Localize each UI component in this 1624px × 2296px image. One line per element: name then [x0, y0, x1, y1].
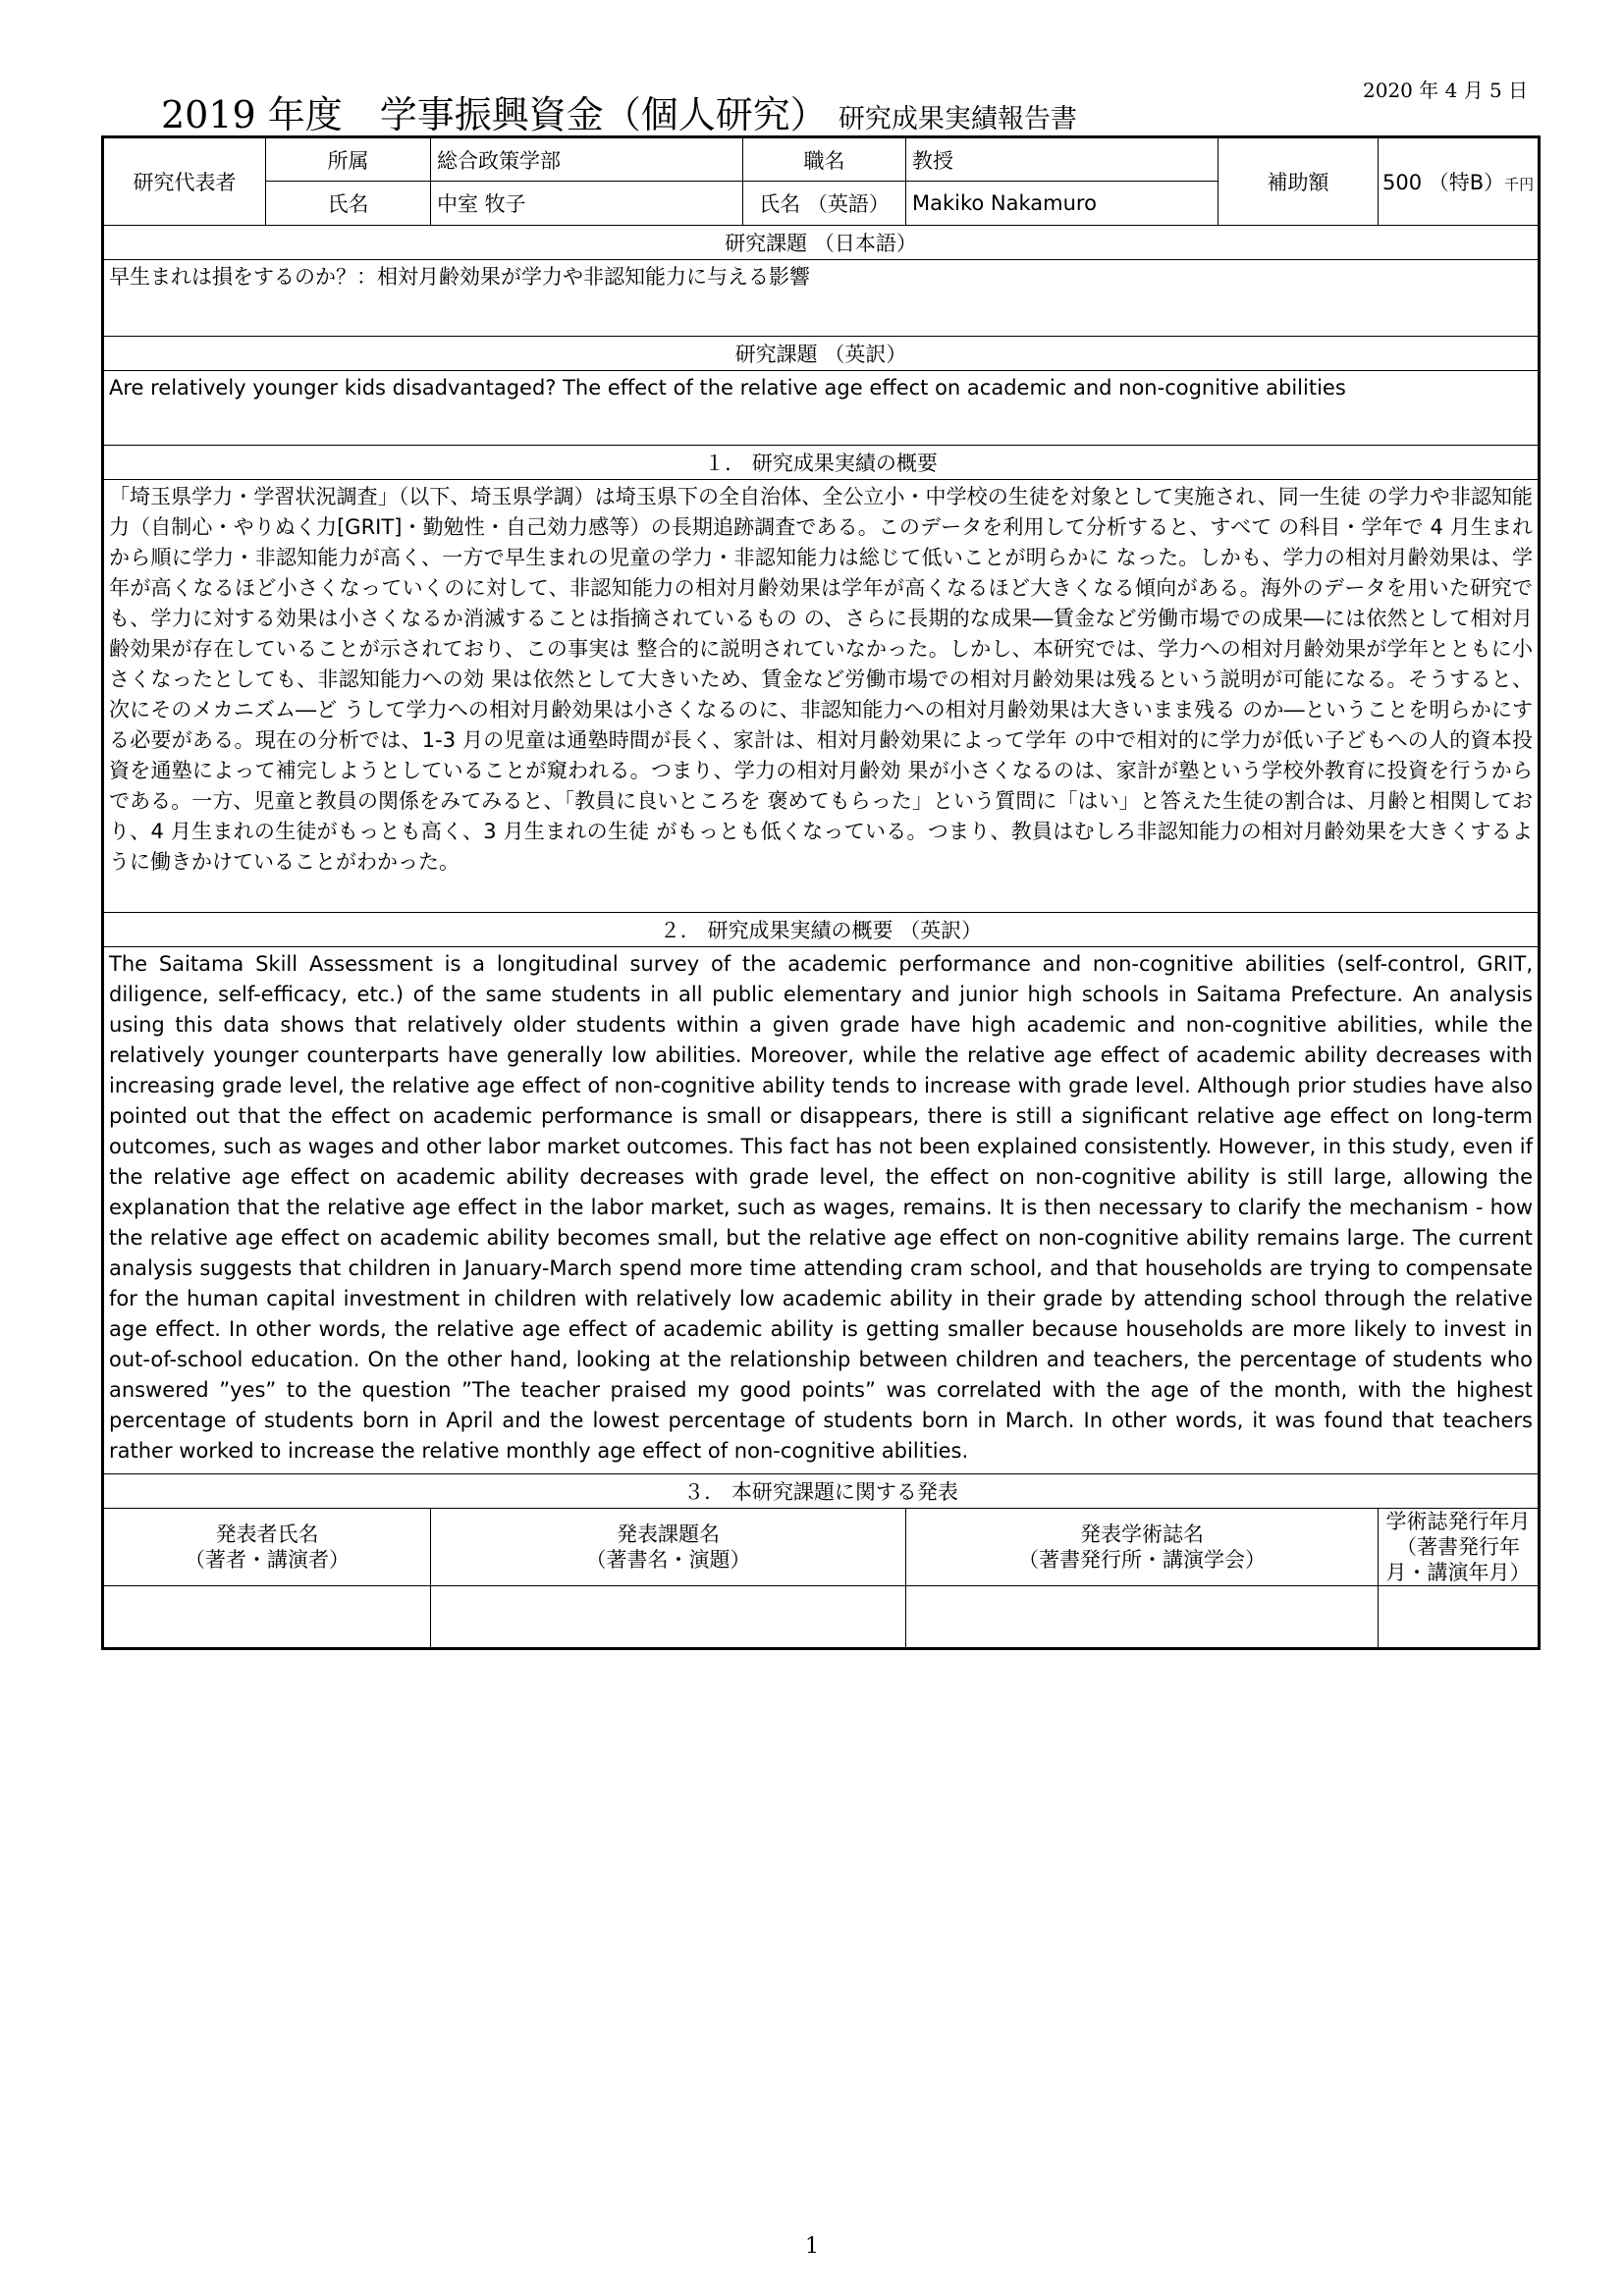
- report-date: 2020 年 4 月 5 日: [1363, 79, 1529, 102]
- pub-col-date-title: 学術誌発行年月: [1385, 1510, 1531, 1533]
- pub-cell-journal: [906, 1586, 1379, 1649]
- name-value: 中室 牧子: [431, 182, 743, 226]
- title-main: 2019 年度 学事振興資金（個人研究）: [161, 93, 828, 136]
- pub-col-presenter-sub: （著者・講演者）: [185, 1548, 350, 1572]
- summary-ja-text: 「埼玉県学力・学習状況調査」（以下、埼玉県学調）は埼玉県下の全自治体、全公立小・中学校の生徒を対象として実施され、同一生徒 の学力や非認知能力（自制心・やりぬく力[GRIT]・勤勉性・自己効力感等）の長期追跡調査である。このデータを利用して分析すると、すべて の科目・学年で 4 月生まれから順に学力・非認知能力が高く、一方で早生まれの児童の学力・非認知能力は総じて低いことが明らかに なった。しかも、学力の相対月齢効果は、学年が高くなるほど小さくなっていくのに対して、非認知能力の相対月齢効果は学年が高くなるほど大きくなる傾向がある。海外のデータを用いた研究でも、学力に対する効果は小さくなるか消滅することは指摘されているもの の、さらに長期的な成果―賃金など労働市場での成果―には依然として相対月齢効果が存在していることが示されており、この事実は 整合的に説明されていなかった。しかし、本研究では、学力への相対月齢効果が学年とともに小さくなったとしても、非認知能力への効 果は依然として大きいため、賃金など労働市場での相対月齢効果は残るという説明が可能になる。そうすると、次にそのメカニズム―ど うして学力への相対月齢効果は小さくなるのに、非認知能力への相対月齢効果は大きいまま残る のか―ということを明らかにする必要がある。現在の分析では、1-3 月の児童は通塾時間が長く、家計は、相対月齢効果によって学年 の中で相対的に学力が低い子どもへの人的資本投資を通塾によって補完しようとしていることが窺われる。つまり、学力の相対月齢効 果が小さくなるのは、家計が塾という学校外教育に投資を行うからである。一方、児童と教員の関係をみてみると、「教員に良いところを 褒めてもらった」という質問に「はい」と答えた生徒の割合は、月齢と相関しており、4 月生まれの生徒がもっとも高く、3 月生まれの生徒 がもっとも低くなっている。つまり、教員はむしろ非認知能力の相対月齢効果を大きくするように働きかけていることがわかった。: [103, 480, 1540, 913]
- document-title: [161, 84, 1077, 138]
- topic-en-text: Are relatively younger kids disadvantaged? The effect of the relative age effect on academic and non-cognitive abilities: [103, 371, 1540, 446]
- pub-cell-presenter: [103, 1586, 431, 1649]
- grant-unit: 千円: [1504, 176, 1535, 193]
- summary-en-text: The Saitama Skill Assessment is a longitudinal survey of the academic performance and non-cognitive abilities (self-control, GRIT, diligence, self-efficacy, etc.) of the same students in all public elementary and junior high schools in Saitama Prefecture. An analysis using this data shows that relatively older students within a given grade have high academic and non-cognitive abilities, while the relatively younger counterparts have generally low abilities. Moreover, while the relative age effect of academic ability decreases with increasing grade level, the relative age effect of non-cognitive ability tends to increase with grade level. Although prior studies have also pointed out that the effect on academic performance is small or disappears, there is still a significant relative age effect on long-term outcomes, such as wages and other labor market outcomes. This fact has not been explained consistently. However, in this study, even if the relative age effect on academic ability decreases with grade level, the effect on non-cognitive ability is still large, allowing the explanation that the relative age effect in the labor market, such as wages, remains. It is then necessary to clarify the mechanism - how the relative age effect on academic ability becomes small, but the relative age effect on non-cognitive ability remains large. The current analysis suggests that children in January-March spend more time attending cram school, and that households are trying to compensate for the human capital investment in children with relatively low academic ability in their grade by attending school through the relative age effect. In other words, the relative age effect of academic ability is getting smaller because households are more likely to invest in out-of-school education. On the other hand, looking at the relationship between children and teachers, the percentage of students who answered ”yes” to the question ”The teacher praised my good points” was correlated with the age of the month, with the highest percentage of students born in April and the lowest percentage of students born in March. In other words, it was found that teachers rather worked to increase the relative monthly age effect of non-cognitive abilities.: [103, 947, 1540, 1474]
- pub-col-title-title: 発表課題名: [617, 1522, 720, 1546]
- pub-col-journal-title: 発表学術誌名: [1080, 1522, 1204, 1546]
- pub-col-journal: [906, 1509, 1379, 1586]
- pub-col-title-sub: （著書名・演題）: [585, 1548, 751, 1572]
- summary-en-header: ２． 研究成果実績の概要 （英訳）: [103, 913, 1540, 947]
- title-sub: 研究成果実績報告書: [838, 104, 1077, 134]
- pub-cell-date: [1379, 1586, 1540, 1649]
- pub-col-title: [431, 1509, 906, 1586]
- name-label: 氏名: [266, 182, 431, 226]
- pub-col-date: [1379, 1509, 1540, 1586]
- publications-header: ３． 本研究課題に関する発表: [103, 1474, 1540, 1509]
- report-form: [101, 135, 1541, 1650]
- position-value: 教授: [906, 137, 1218, 182]
- representative-label: 研究代表者: [103, 137, 266, 226]
- topic-ja-text: 早生まれは損をするのか？：相対月齢効果が学力や非認知能力に与える影響: [103, 260, 1540, 337]
- page-number: 1: [805, 2234, 819, 2259]
- position-label: 職名: [743, 137, 906, 182]
- pub-col-date-sub: （著書発行年月・講演年月）: [1385, 1535, 1531, 1584]
- pub-cell-title: [431, 1586, 906, 1649]
- name-en-label: 氏名 （英語）: [743, 182, 906, 226]
- grant-amount-value: 500 （特B）: [1382, 171, 1505, 194]
- pub-col-presenter-title: 発表者氏名: [215, 1522, 319, 1546]
- topic-ja-header: 研究課題 （日本語）: [103, 226, 1540, 260]
- grant-label: 補助額: [1218, 137, 1379, 226]
- affiliation-label: 所属: [266, 137, 431, 182]
- summary-ja-header: １． 研究成果実績の概要: [103, 446, 1540, 480]
- name-en-value: Makiko Nakamuro: [906, 182, 1540, 226]
- pub-col-presenter: [103, 1509, 431, 1586]
- topic-en-header: 研究課題 （英訳）: [103, 337, 1540, 371]
- affiliation-value: 総合政策学部: [431, 137, 743, 182]
- pub-col-journal-sub: （著書発行所・講演学会）: [1018, 1548, 1266, 1572]
